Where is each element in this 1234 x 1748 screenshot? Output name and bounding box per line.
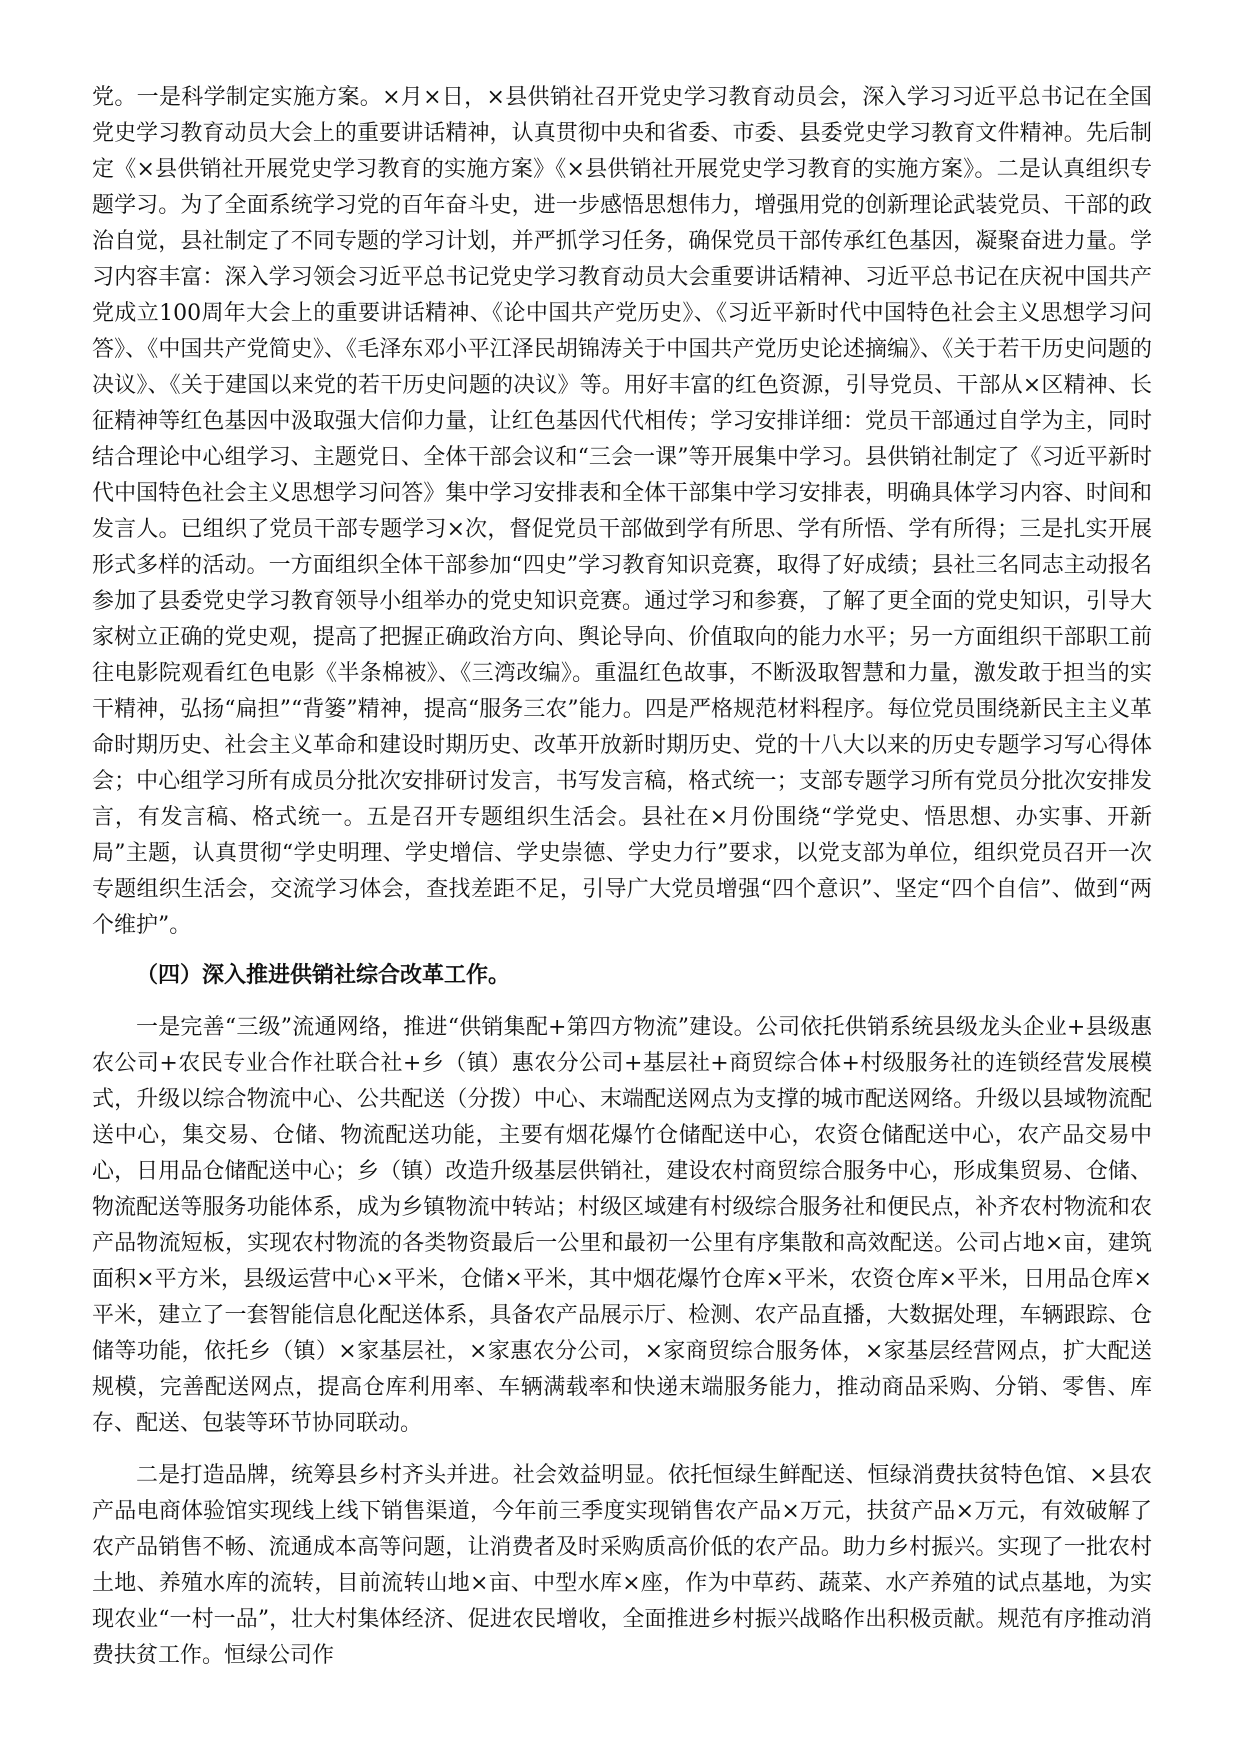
document-page (92, 80, 1152, 1674)
paragraph-logistics-network: 一是完善“三级”流通网络，推进“供销集配+第四方物流”建设。公司依托供销系统县级龙头企业+县级惠农公司+农民专业合作社联合社+乡（镇）惠农分公司+基层社+商贸综合体+村级服务社的连锁经营发展模式，升级以综合物流中心、公共配送（分拨）中心、末端配送网点为支撑的城市配送网络。升级以县域物流配送中心，集交易、仓储、物流配送功能，主要有烟花爆竹仓储配送中心，农资仓储配送中心，农产品交易中心，日用品仓储配送中心；乡（镇）改造升级基层供销社，建设农村商贸综合服务中心，形成集贸易、仓储、物流配送等服务功能体系，成为乡镇物流中转站；村级区域建有村级综合服务社和便民点，补齐农村物流和农产品物流短板，实现农村物流的各类物资最后一公里和最初一公里有序集散和高效配送。公司占地×亩，建筑面积×平方米，县级运营中心×平米，仓储×平米，其中烟花爆竹仓库×平米，农资仓库×平米，日用品仓库×平米，建立了一套智能信息化配送体系，具备农产品展示厅、检测、农产品直播，大数据处理，车辆跟踪、仓储等功能，依托乡（镇）×家基层社，×家惠农分公司，×家商贸综合服务体，×家基层经营网点，扩大配送规模，完善配送网点，提高仓库利用率、车辆满载率和快递末端服务能力，推动商品采购、分销、零售、库存、配送、包装等环节协同联动。 (92, 1015, 1152, 1436)
paragraph-party-history-study: 党。一是科学制定实施方案。×月×日，×县供销社召开党史学习教育动员会，深入学习习近平总书记在全国党史学习教育动员大会上的重要讲话精神，认真贯彻中央和省委、市委、县委党史学习教育文件精神。先后制定《×县供销社开展党史学习教育的实施方案》《×县供销社开展党史学习教育的实施方案》。二是认真组织专题学习。为了全面系统学习党的百年奋斗史，进一步感悟思想伟力，增强用党的创新理论武装党员、干部的政治自觉，县社制定了不同专题的学习计划，并严抓学习任务，确保党员干部传承红色基因，凝聚奋进力量。学习内容丰富：深入学习领会习近平总书记党史学习教育动员大会重要讲话精神、习近平总书记在庆祝中国共产党成立100周年大会上的重要讲话精神、《论中国共产党历史》、《习近平新时代中国特色社会主义思想学习问答》、《中国共产党简史》、《毛泽东邓小平江泽民胡锦涛关于中国共产党历史论述摘编》、《关于若干历史问题的决议》、《关于建国以来党的若干历史问题的决议》等。用好丰富的红色资源，引导党员、干部从×区精神、长征精神等红色基因中汲取强大信仰力量，让红色基因代代相传；学习安排详细：党员干部通过自学为主，同时结合理论中心组学习、主题党日、全体干部会议和“三会一课”等开展集中学习。县供销社制定了《习近平新时代中国特色社会主义思想学习问答》集中学习安排表和全体干部集中学习安排表，明确具体学习内容、时间和发言人。已组织了党员干部专题学习×次，督促党员干部做到学有所思、学有所悟、学有所得；三是扎实开展形式多样的活动。一方面组织全体干部参加“四史”学习教育知识竞赛，取得了好成绩；县社三名同志主动报名参加了县委党史学习教育领导小组举办的党史知识竞赛。通过学习和参赛，了解了更全面的党史知识，引导大家树立正确的党史观，提高了把握正确政治方向、舆论导向、价值取向的能力水平；另一方面组织干部职工前往电影院观看红色电影《半条棉被》、《三湾改编》。重温红色故事，不断汲取智慧和力量，激发敢于担当的实干精神，弘扬“扁担”“背篓”精神，提高“服务三农”能力。四是严格规范材料程序。每位党员围绕新民主主义革命时期历史、社会主义革命和建设时期历史、改革开放新时期历史、党的十八大以来的历史专题学习写心得体会；中心组学习所有成员分批次安排研讨发言，书写发言稿，格式统一；支部专题学习所有党员分批次安排发言，有发言稿、格式统一。五是召开专题组织生活会。县社在×月份围绕“学党史、悟思想、办实事、开新局”主题，认真贯彻“学史明理、学史增信、学史崇德、学史力行”要求，以党支部为单位，组织党员召开一次专题组织生活会，交流学习体会，查找差距不足，引导广大党员增强“四个意识”、坚定“四个自信”、做到“两个维护”。 (92, 85, 1152, 938)
section-heading-four: （四）深入推进供销社综合改革工作。 (136, 963, 511, 988)
paragraph-brand-building: 二是打造品牌，统筹县乡村齐头并进。社会效益明显。依托恒绿生鲜配送、恒绿消费扶贫特色馆、×县农产品电商体验馆实现线上线下销售渠道，今年前三季度实现销售农产品×万元，扶贫产品×万元，有效破解了农产品销售不畅、流通成本高等问题，让消费者及时采购质高价低的农产品。助力乡村振兴。实现了一批农村土地、养殖水库的流转，目前流转山地×亩、中型水库×座，作为中草药、蔬菜、水产养殖的试点基地，为实现农业“一村一品”，壮大村集体经济、促进农民增收，全面推进乡村振兴战略作出积极贡献。规范有序推动消费扶贫工作。恒绿公司作 (92, 1463, 1152, 1668)
